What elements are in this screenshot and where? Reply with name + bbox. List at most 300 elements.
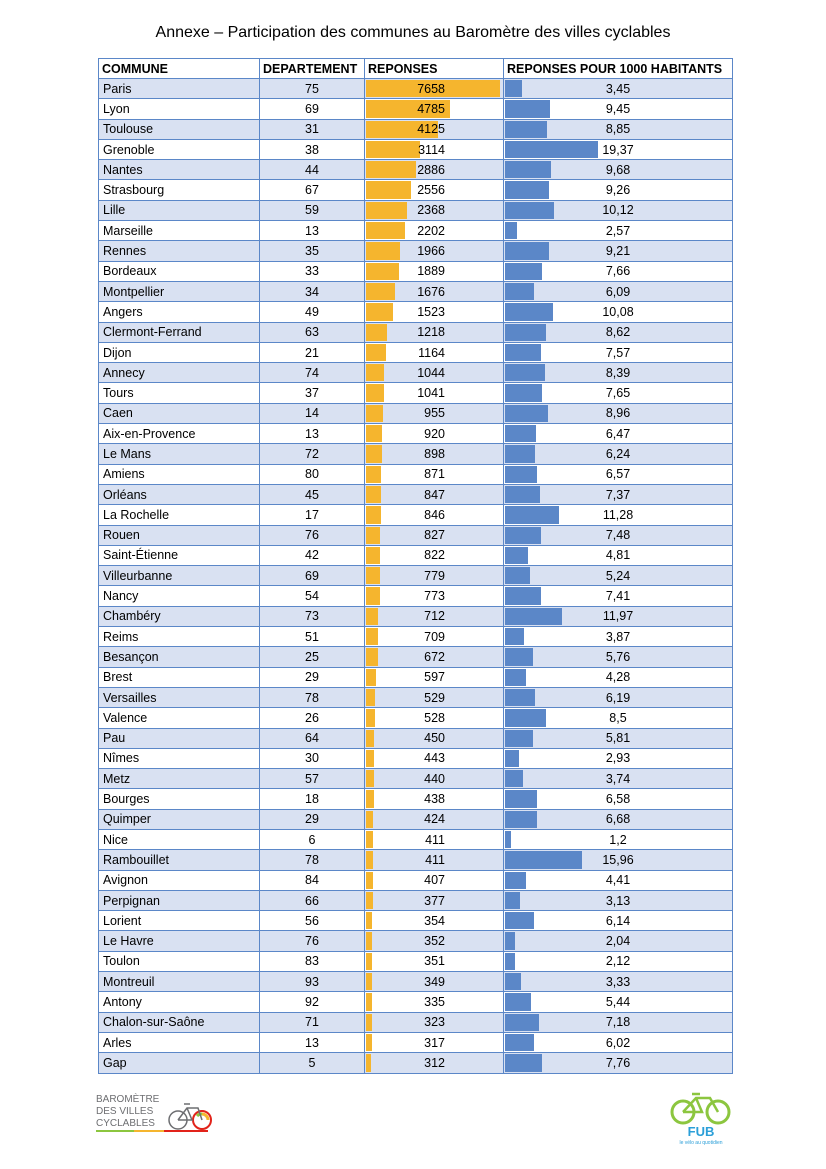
cell-reponses	[365, 972, 504, 992]
ratio-value: 8,39	[605, 365, 631, 380]
cell-reponses	[365, 363, 504, 383]
ratio-value: 7,57	[605, 345, 631, 360]
cell-departement: 73	[260, 606, 365, 626]
reponses-value: 349	[424, 974, 445, 989]
cell-ratio	[504, 383, 733, 403]
cell-departement: 5	[260, 1053, 365, 1073]
cell-reponses	[365, 870, 504, 890]
cell-reponses	[365, 241, 504, 261]
reponses-bar	[366, 384, 384, 401]
ratio-value: 9,45	[605, 101, 631, 116]
ratio-value: 5,81	[605, 731, 631, 746]
ratio-value: 6,14	[605, 913, 631, 928]
reponses-value: 407	[424, 873, 445, 888]
cell-reponses	[365, 728, 504, 748]
header-commune: COMMUNE	[99, 59, 260, 79]
participation-table	[98, 58, 732, 1074]
cell-commune: Toulon	[99, 951, 260, 971]
table-row	[99, 424, 733, 444]
cell-departement: 17	[260, 505, 365, 525]
ratio-value: 6,09	[605, 284, 631, 299]
cell-commune: Nancy	[99, 586, 260, 606]
ratio-value: 7,48	[605, 528, 631, 543]
cell-reponses	[365, 484, 504, 504]
reponses-bar	[366, 770, 374, 787]
cell-commune: Bourges	[99, 789, 260, 809]
cell-reponses	[365, 809, 504, 829]
cell-commune: Grenoble	[99, 139, 260, 159]
cell-commune: Caen	[99, 403, 260, 423]
table-row	[99, 586, 733, 606]
cell-reponses	[365, 829, 504, 849]
reponses-bar	[366, 567, 380, 584]
ratio-value: 8,62	[605, 325, 631, 340]
cell-commune: Bordeaux	[99, 261, 260, 281]
cell-reponses	[365, 890, 504, 910]
table-row	[99, 687, 733, 707]
logo-line3: CYCLABLES	[96, 1118, 155, 1129]
cell-departement: 26	[260, 708, 365, 728]
table-row	[99, 99, 733, 119]
cell-commune: Versailles	[99, 687, 260, 707]
cell-departement: 14	[260, 403, 365, 423]
table-row	[99, 708, 733, 728]
ratio-value: 4,28	[605, 670, 631, 685]
cell-ratio	[504, 1012, 733, 1032]
reponses-bar	[366, 283, 395, 300]
cell-commune: Reims	[99, 627, 260, 647]
reponses-value: 424	[424, 812, 445, 827]
cell-departement: 49	[260, 302, 365, 322]
ratio-value: 9,68	[605, 162, 631, 177]
reponses-bar	[366, 831, 373, 848]
reponses-bar	[366, 466, 381, 483]
reponses-bar	[366, 1054, 371, 1071]
cell-commune: Rennes	[99, 241, 260, 261]
cell-departement: 57	[260, 769, 365, 789]
barometre-logo	[94, 1088, 214, 1136]
cell-commune: Chalon-sur-Saône	[99, 1012, 260, 1032]
cell-commune: La Rochelle	[99, 505, 260, 525]
reponses-bar	[366, 445, 382, 462]
cell-commune: Lorient	[99, 911, 260, 931]
table-row	[99, 444, 733, 464]
cell-departement: 69	[260, 566, 365, 586]
reponses-bar	[366, 324, 387, 341]
cell-departement: 76	[260, 525, 365, 545]
reponses-value: 2368	[417, 203, 445, 218]
table-row	[99, 119, 733, 139]
cell-reponses	[365, 424, 504, 444]
cell-departement: 25	[260, 647, 365, 667]
cell-departement: 45	[260, 484, 365, 504]
table-row	[99, 647, 733, 667]
cell-reponses	[365, 708, 504, 728]
ratio-value: 15,96	[602, 852, 634, 867]
cell-reponses	[365, 931, 504, 951]
ratio-value: 3,33	[605, 974, 631, 989]
cell-departement: 80	[260, 464, 365, 484]
reponses-value: 3114	[418, 142, 445, 157]
cell-ratio	[504, 99, 733, 119]
ratio-value: 6,02	[605, 1035, 631, 1050]
cell-reponses	[365, 545, 504, 565]
cell-reponses	[365, 769, 504, 789]
cell-commune: Angers	[99, 302, 260, 322]
cell-reponses	[365, 647, 504, 667]
cell-ratio	[504, 200, 733, 220]
ratio-value: 8,85	[605, 122, 631, 137]
cell-departement: 74	[260, 363, 365, 383]
reponses-bar	[366, 263, 399, 280]
cell-commune: Pau	[99, 728, 260, 748]
reponses-bar	[366, 506, 381, 523]
cell-reponses	[365, 302, 504, 322]
cell-reponses	[365, 160, 504, 180]
table-row	[99, 566, 733, 586]
table-row	[99, 1053, 733, 1073]
cell-ratio	[504, 850, 733, 870]
reponses-value: 411	[425, 852, 445, 867]
cell-ratio	[504, 687, 733, 707]
cell-reponses	[365, 566, 504, 586]
cell-departement: 59	[260, 200, 365, 220]
table-row	[99, 200, 733, 220]
cell-ratio	[504, 931, 733, 951]
ratio-value: 8,96	[605, 406, 631, 421]
cell-departement: 38	[260, 139, 365, 159]
cell-reponses	[365, 383, 504, 403]
cell-departement: 18	[260, 789, 365, 809]
ratio-value: 6,24	[605, 446, 631, 461]
ratio-value: 2,12	[605, 954, 631, 969]
reponses-value: 1164	[418, 345, 445, 360]
table-row	[99, 525, 733, 545]
cell-commune: Annecy	[99, 363, 260, 383]
reponses-bar	[366, 973, 372, 990]
ratio-value: 4,81	[605, 548, 631, 563]
cell-ratio	[504, 464, 733, 484]
reponses-value: 672	[424, 649, 445, 664]
reponses-bar	[366, 628, 378, 645]
cell-commune: Saint-Étienne	[99, 545, 260, 565]
cell-commune: Clermont-Ferrand	[99, 322, 260, 342]
cell-ratio	[504, 79, 733, 99]
cell-reponses	[365, 180, 504, 200]
cell-ratio	[504, 789, 733, 809]
cell-departement: 21	[260, 342, 365, 362]
cell-commune: Avignon	[99, 870, 260, 890]
cell-ratio	[504, 281, 733, 301]
cell-commune: Strasbourg	[99, 180, 260, 200]
reponses-bar	[366, 1034, 372, 1051]
table-row	[99, 79, 733, 99]
table-row	[99, 261, 733, 281]
reponses-value: 1523	[417, 304, 445, 319]
cell-reponses	[365, 261, 504, 281]
reponses-value: 1966	[417, 244, 445, 259]
reponses-bar	[366, 932, 372, 949]
cell-ratio	[504, 728, 733, 748]
cell-departement: 13	[260, 424, 365, 444]
cell-ratio	[504, 241, 733, 261]
cell-ratio	[504, 647, 733, 667]
table-row	[99, 627, 733, 647]
cell-departement: 78	[260, 850, 365, 870]
cell-reponses	[365, 992, 504, 1012]
ratio-value: 5,76	[605, 649, 631, 664]
ratio-value: 7,66	[605, 264, 631, 279]
cell-reponses	[365, 911, 504, 931]
reponses-bar	[366, 811, 373, 828]
table-row	[99, 667, 733, 687]
cell-commune: Quimper	[99, 809, 260, 829]
cell-reponses	[365, 687, 504, 707]
reponses-value: 4785	[417, 101, 445, 116]
reponses-value: 450	[424, 731, 445, 746]
reponses-value: 1889	[417, 264, 445, 279]
ratio-value: 2,57	[605, 223, 631, 238]
reponses-bar	[366, 161, 416, 178]
reponses-value: 323	[424, 1015, 445, 1030]
cell-departement: 78	[260, 687, 365, 707]
cell-commune: Montpellier	[99, 281, 260, 301]
cell-ratio	[504, 890, 733, 910]
table-row	[99, 870, 733, 890]
ratio-value: 6,58	[605, 792, 631, 807]
cell-commune: Amiens	[99, 464, 260, 484]
ratio-value: 7,18	[605, 1015, 631, 1030]
cell-commune: Rouen	[99, 525, 260, 545]
cell-departement: 13	[260, 221, 365, 241]
cell-ratio	[504, 139, 733, 159]
cell-departement: 29	[260, 809, 365, 829]
reponses-bar	[366, 669, 376, 686]
cell-commune: Villeurbanne	[99, 566, 260, 586]
cell-departement: 84	[260, 870, 365, 890]
cell-departement: 34	[260, 281, 365, 301]
cell-ratio	[504, 1032, 733, 1052]
reponses-bar	[366, 242, 400, 259]
reponses-value: 773	[424, 589, 445, 604]
page-title: Annexe – Participation des communes au Baromètre des villes cyclables	[155, 24, 671, 41]
cell-ratio	[504, 606, 733, 626]
reponses-value: 898	[424, 446, 445, 461]
cell-commune: Toulouse	[99, 119, 260, 139]
ratio-value: 9,21	[605, 244, 631, 259]
table-row	[99, 484, 733, 504]
table-row	[99, 972, 733, 992]
reponses-bar	[366, 547, 380, 564]
table-row	[99, 911, 733, 931]
cell-departement: 33	[260, 261, 365, 281]
cell-commune: Lyon	[99, 99, 260, 119]
ratio-value: 7,41	[605, 589, 631, 604]
cell-ratio	[504, 586, 733, 606]
cell-reponses	[365, 850, 504, 870]
fub-logo	[668, 1090, 734, 1146]
reponses-bar	[366, 1014, 372, 1031]
header-ratio: REPONSES POUR 1000 HABITANTS	[504, 59, 733, 79]
cell-ratio	[504, 322, 733, 342]
cell-reponses	[365, 79, 504, 99]
cell-reponses	[365, 403, 504, 423]
reponses-bar	[366, 790, 374, 807]
cell-commune: Tours	[99, 383, 260, 403]
cell-commune: Antony	[99, 992, 260, 1012]
reponses-value: 529	[424, 690, 445, 705]
cell-commune: Besançon	[99, 647, 260, 667]
reponses-value: 827	[424, 528, 445, 543]
cell-departement: 42	[260, 545, 365, 565]
cell-ratio	[504, 708, 733, 728]
cell-commune: Lille	[99, 200, 260, 220]
reponses-bar	[366, 892, 373, 909]
cell-reponses	[365, 748, 504, 768]
reponses-value: 920	[424, 426, 445, 441]
cell-commune: Le Havre	[99, 931, 260, 951]
reponses-bar	[366, 486, 381, 503]
table-row	[99, 281, 733, 301]
reponses-value: 352	[424, 934, 445, 949]
reponses-value: 1044	[417, 365, 445, 380]
cell-departement: 72	[260, 444, 365, 464]
reponses-value: 871	[424, 467, 445, 482]
table-row	[99, 383, 733, 403]
ratio-value: 5,24	[605, 568, 631, 583]
ratio-value: 6,68	[605, 812, 631, 827]
cell-reponses	[365, 789, 504, 809]
cell-ratio	[504, 951, 733, 971]
cell-departement: 75	[260, 79, 365, 99]
cell-departement: 83	[260, 951, 365, 971]
reponses-value: 4125	[417, 122, 445, 137]
cell-commune: Nantes	[99, 160, 260, 180]
ratio-value: 11,97	[602, 609, 634, 624]
logo-line1: BAROMÈTRE	[96, 1094, 160, 1105]
table-header-row	[99, 59, 733, 79]
reponses-value: 2886	[417, 162, 445, 177]
table-row	[99, 769, 733, 789]
cell-ratio	[504, 809, 733, 829]
cell-departement: 13	[260, 1032, 365, 1052]
reponses-value: 2556	[417, 183, 445, 198]
reponses-bar	[366, 730, 374, 747]
ratio-value: 1,2	[609, 832, 627, 847]
cell-departement: 76	[260, 931, 365, 951]
ratio-value: 7,37	[605, 487, 631, 502]
cell-departement: 56	[260, 911, 365, 931]
cell-ratio	[504, 180, 733, 200]
reponses-value: 597	[424, 670, 445, 685]
cell-commune: Brest	[99, 667, 260, 687]
table-row	[99, 951, 733, 971]
cell-commune: Chambéry	[99, 606, 260, 626]
cell-ratio	[504, 545, 733, 565]
cell-departement: 51	[260, 627, 365, 647]
cell-departement: 31	[260, 119, 365, 139]
reponses-value: 443	[424, 751, 445, 766]
cell-ratio	[504, 829, 733, 849]
cell-reponses	[365, 200, 504, 220]
cell-departement: 54	[260, 586, 365, 606]
reponses-bar	[366, 344, 386, 361]
cell-ratio	[504, 972, 733, 992]
cell-ratio	[504, 403, 733, 423]
cell-ratio	[504, 302, 733, 322]
reponses-bar	[366, 709, 375, 726]
reponses-value: 822	[424, 548, 445, 563]
cell-commune: Perpignan	[99, 890, 260, 910]
reponses-value: 335	[424, 995, 445, 1009]
table-row	[99, 180, 733, 200]
cell-reponses	[365, 667, 504, 687]
cell-ratio	[504, 870, 733, 890]
cell-ratio	[504, 769, 733, 789]
reponses-value: 1676	[417, 284, 445, 299]
reponses-bar	[366, 425, 382, 442]
ratio-value: 7,65	[605, 386, 631, 401]
reponses-bar	[366, 202, 407, 219]
table-row	[99, 139, 733, 159]
table-row	[99, 748, 733, 768]
cell-departement: 37	[260, 383, 365, 403]
table-row	[99, 464, 733, 484]
table-row	[99, 606, 733, 626]
table-row	[99, 241, 733, 261]
cell-commune: Orléans	[99, 484, 260, 504]
ratio-value: 10,12	[602, 203, 634, 218]
cell-ratio	[504, 119, 733, 139]
fub-name: FUB	[687, 1124, 715, 1139]
cell-commune: Nîmes	[99, 748, 260, 768]
table-row	[99, 890, 733, 910]
ratio-value: 7,76	[605, 1055, 631, 1070]
cell-ratio	[504, 911, 733, 931]
cell-departement: 63	[260, 322, 365, 342]
cell-reponses	[365, 342, 504, 362]
cell-commune: Paris	[99, 79, 260, 99]
cell-reponses	[365, 221, 504, 241]
table-row	[99, 221, 733, 241]
table-row	[99, 1032, 733, 1052]
cell-reponses	[365, 1053, 504, 1073]
cell-departement: 30	[260, 748, 365, 768]
ratio-value: 3,74	[605, 771, 631, 786]
cell-reponses	[365, 525, 504, 545]
cell-departement: 44	[260, 160, 365, 180]
cell-ratio	[504, 566, 733, 586]
cell-reponses	[365, 1032, 504, 1052]
reponses-value: 2202	[417, 223, 445, 238]
reponses-value: 709	[424, 629, 445, 644]
reponses-bar	[366, 181, 411, 198]
reponses-value: 847	[424, 487, 445, 502]
cell-reponses	[365, 139, 504, 159]
fub-tagline: le vélo au quotidien	[679, 1140, 723, 1146]
ratio-value: 6,57	[605, 467, 631, 482]
reponses-bar	[366, 689, 375, 706]
cell-ratio	[504, 261, 733, 281]
reponses-value: 528	[424, 710, 445, 725]
reponses-bar	[366, 993, 372, 1010]
reponses-bar	[366, 912, 372, 929]
cell-ratio	[504, 444, 733, 464]
reponses-value: 312	[424, 1055, 445, 1070]
cell-reponses	[365, 281, 504, 301]
reponses-value: 440	[424, 771, 445, 786]
ratio-value: 6,19	[605, 690, 631, 705]
